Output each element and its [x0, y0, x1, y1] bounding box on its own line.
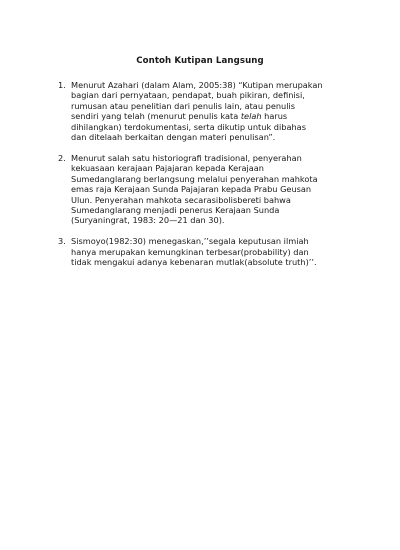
item-number: 2.	[58, 153, 66, 164]
text-line: Sismoyo(1982:30) menegaskan,’’segala keputusan ilmiah	[71, 236, 309, 247]
text-line: Sumedanglarang menjadi penerus Kerajaan Sunda	[71, 205, 280, 216]
text-line: kekuasaan kerajaan Pajajaran kepada Kerajaan	[71, 163, 264, 174]
text-line: rumusan atau penelitian dari penulis lain, atau penulis	[71, 100, 296, 111]
text-line: Menurut Azahari (dalam Alam, 2005:38) “Kutipan merupakan	[71, 80, 323, 90]
item-text	[71, 236, 358, 267]
item-number: 1.	[58, 80, 66, 90]
item-number: 3.	[58, 236, 66, 247]
text-line: harus	[261, 111, 288, 122]
text-line: dan ditelaah berkaitan dengan materi penulisan”.	[71, 132, 276, 143]
italic-word: telah	[240, 111, 262, 122]
list-item	[58, 153, 358, 226]
text-line: Menurut salah satu historiografi tradisional, penyerahan	[71, 153, 302, 164]
text-line: Sumedanglarang berlangsung melalui penyerahan mahkota	[71, 173, 318, 184]
text-line: sendiri yang telah (menurut penulis kata	[71, 111, 241, 122]
text-line: Ulun. Penyerahan mahkota secarasibolisbereti bahwa	[71, 194, 291, 205]
list-item	[58, 236, 358, 267]
document-title: Contoh Kutipan Langsung	[136, 56, 264, 66]
item-text	[71, 153, 358, 226]
quote-list	[58, 80, 358, 278]
text-line: hanya merupakan kemungkinan terbesar(probability) dan	[71, 246, 309, 257]
item-text	[71, 80, 358, 142]
text-line: (Suryaningrat, 1983: 20—21 dan 30).	[71, 215, 225, 226]
list-item	[58, 80, 358, 142]
text-line: tidak mengakui adanya kebenaran mutlak(absolute truth)’’.	[71, 257, 317, 268]
text-line: bagian dari pernyataan, pendapat, buah pikiran, definisi,	[71, 90, 305, 101]
text-line: emas raja Kerajaan Sunda Pajajaran kepada Prabu Geusan	[71, 184, 312, 195]
text-line: dihilangkan) terdokumentasi, serta dikutip untuk dibahas	[71, 121, 306, 132]
